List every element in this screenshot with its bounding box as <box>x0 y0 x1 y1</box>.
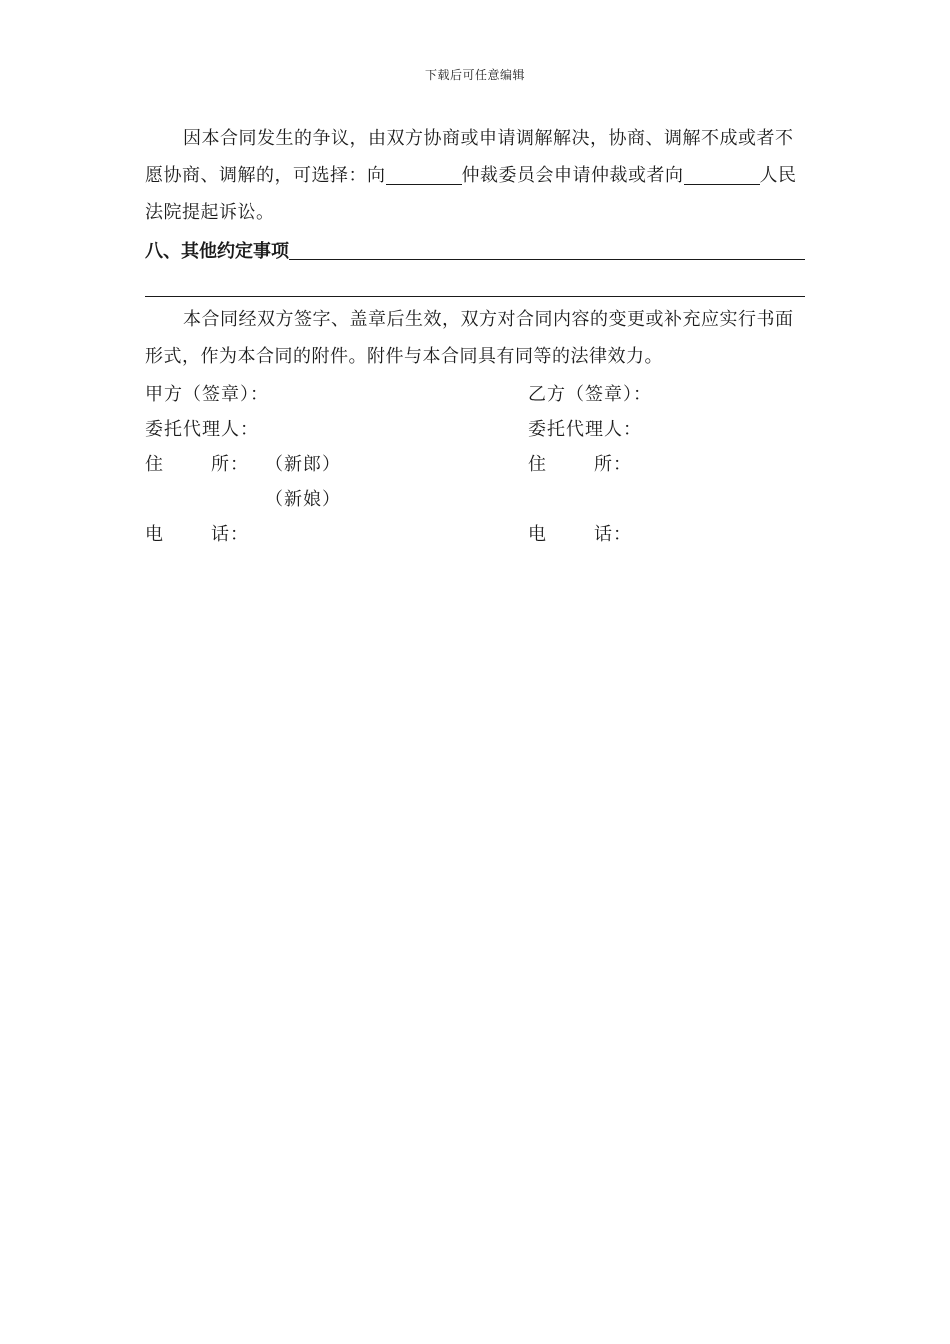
dispute-text-3: 人民法院提起诉讼。 <box>145 165 797 223</box>
party-b-address-label <box>528 450 632 476</box>
party-b-title: 乙方（签章）： <box>528 383 652 405</box>
party-a-col <box>145 520 528 546</box>
signature-block <box>145 375 805 550</box>
address-label-char-2: 所： <box>211 453 249 475</box>
party-b-phone-label <box>528 520 632 546</box>
party-a-title: 甲方（签章）： <box>145 383 269 405</box>
party-b-col <box>528 380 805 406</box>
signature-row-address <box>145 445 805 480</box>
party-a-col <box>145 415 528 441</box>
phone-label-char-2: 话： <box>594 523 632 545</box>
dispute-paragraph <box>145 120 805 231</box>
effect-paragraph: 本合同经双方签字、盖章后生效，双方对合同内容的变更或补充应实行书面形式，作为本合同的附件。附件与本合同具有同等的法律效力。 <box>145 309 794 367</box>
address-label-char-1: 住 <box>145 453 164 475</box>
signature-row-title <box>145 375 805 410</box>
signature-row-address-2 <box>145 480 805 515</box>
section-8-second-line <box>145 295 805 297</box>
document-body <box>145 120 805 550</box>
section-8-fill-line <box>289 258 805 260</box>
section-8-heading <box>145 229 805 263</box>
court-blank <box>684 164 760 185</box>
party-a-phone-label <box>145 520 249 546</box>
dispute-text-2: 仲裁委员会申请仲裁或者向 <box>461 165 684 186</box>
party-a-col <box>145 380 528 406</box>
phone-label-char-1: 电 <box>145 523 164 545</box>
header-note: 下载后可任意编辑 <box>424 68 525 82</box>
party-b-agent-label: 委托代理人： <box>528 418 642 440</box>
party-b-col <box>528 450 805 476</box>
section-8-title: 八、其他约定事项 <box>145 241 289 262</box>
party-a-col <box>145 485 528 511</box>
signature-row-agent <box>145 410 805 445</box>
address-label-char-2: 所： <box>594 453 632 475</box>
address-label-char-1: 住 <box>528 453 547 475</box>
party-a-agent-label: 委托代理人： <box>145 418 259 440</box>
party-a-address-label <box>145 450 249 476</box>
party-a-address-bride: （新娘） <box>265 488 341 510</box>
signature-row-phone <box>145 515 805 550</box>
party-b-col <box>528 520 805 546</box>
dispute-text-1: 因本合同发生的争议，由双方协商或申请调解解决，协商、调解不成或者不愿协商、调解的，可选择：向 <box>145 128 794 186</box>
party-b-col <box>528 415 805 441</box>
party-a-col <box>145 450 528 476</box>
phone-label-char-1: 电 <box>528 523 547 545</box>
party-a-address-groom: （新郎） <box>265 453 341 475</box>
arbitration-committee-blank <box>386 164 462 185</box>
phone-label-char-2: 话： <box>211 523 249 545</box>
